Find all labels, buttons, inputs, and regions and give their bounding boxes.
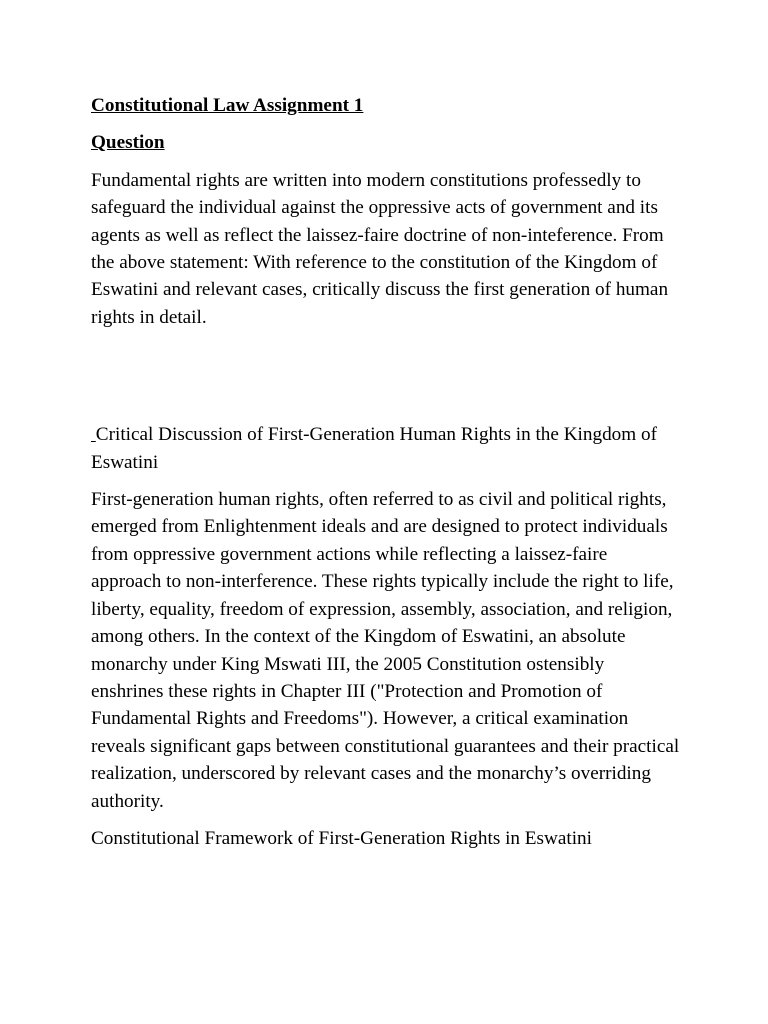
subsection-heading: Constitutional Framework of First-Generation Rights in Eswatini xyxy=(91,827,592,849)
question-text: Fundamental rights are written into modern constitutions professedly to safeguard the individual against the oppressive acts of government and its agents as well as reflect the laissez-faire doctrine of non-inteference. From the above statement: With reference to the constitution of the Kingdom of Eswatini and relevant cases, critically discuss the first generation of human rights in detail. xyxy=(91,169,669,328)
blank-space xyxy=(91,341,681,421)
document-body xyxy=(91,92,681,862)
section-heading: Critical Discussion of First-Generation Human Rights in the Kingdom of Eswatini xyxy=(91,424,657,473)
document-title: Constitutional Law Assignment 1 xyxy=(91,95,364,116)
body-paragraph: First-generation human rights, often referred to as civil and political rights, emerged from Enlightenment ideals and are designed to protect individuals from oppressive government actions while reflecting a laissez-faire approach to non-interference. These rights typically include the right to life, liberty, equality, freedom of expression, assembly, association, and religion, among others. In the context of the Kingdom of Eswatini, an absolute monarchy under King Mswati III, the 2005 Constitution ostensibly enshrines these rights in Chapter III ("Protection and Promotion of Fundamental Rights and Freedoms"). However, a critical examination reveals significant gaps between constitutional guarantees and their practical realization, underscored by relevant cases and the monarchy’s overriding authority. xyxy=(91,489,680,812)
question-label: Question xyxy=(91,132,165,154)
section-heading-line xyxy=(91,421,681,476)
